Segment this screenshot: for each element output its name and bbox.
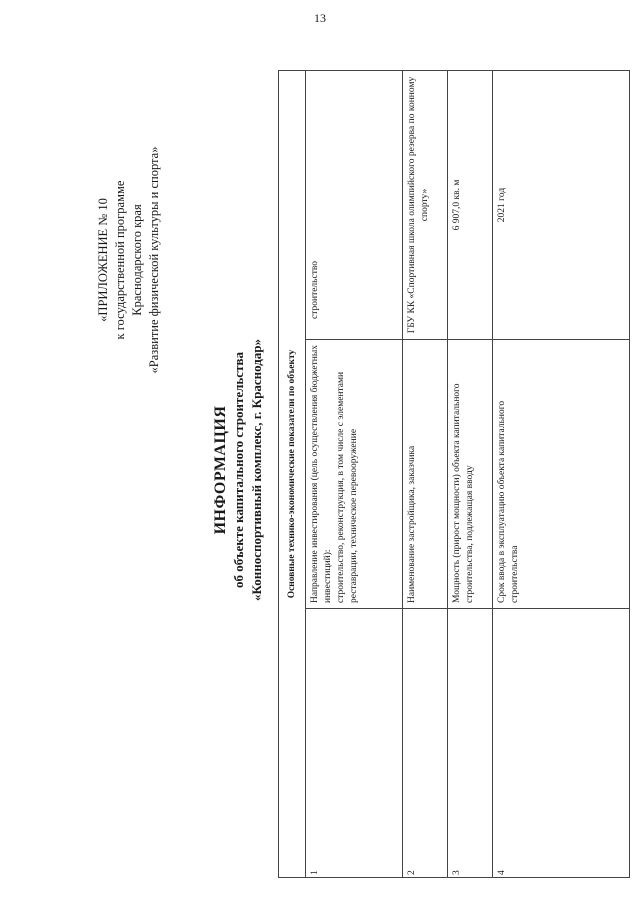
- appendix-line-2: к государственной программе: [113, 180, 127, 340]
- appendix-line-1: «ПРИЛОЖЕНИЕ № 10: [96, 198, 110, 322]
- row-value: 2021 год: [493, 71, 630, 340]
- indicators-table: [278, 70, 598, 878]
- table-row: [448, 71, 493, 878]
- appendix-line-3: Краснодарского края: [130, 204, 144, 316]
- table-row: [403, 71, 448, 878]
- row-value: 6 907,0 кв. м: [448, 71, 493, 340]
- title-line-1: ИНФОРМАЦИЯ: [212, 405, 229, 535]
- row-value: ГБУ КК «Спортивная школа олимпийского резерва по конному спорту»: [403, 71, 448, 340]
- appendix-block: [95, 110, 163, 410]
- appendix-line-4: «Развитие физической культуры и спорта»: [147, 146, 161, 374]
- row-number: 4: [493, 609, 630, 878]
- document-title: [212, 260, 266, 680]
- row-label-part-a: Направление инвестирования (цель осуществления бюджетных инвестиций):: [310, 345, 333, 603]
- page-number: 13: [314, 11, 326, 25]
- row-label: [306, 340, 403, 609]
- table-header: Основные технико-экономические показатели по объекту: [279, 71, 306, 878]
- row-label-part-b: строительство, реконструкция, в том числе с элементами реставрации, техническое перевооружение: [336, 371, 359, 603]
- row-value: строительство: [306, 71, 403, 340]
- row-label: Наименование застройщика, заказчика: [403, 340, 448, 609]
- row-label: Мощность (прирост мощности) объекта капитального строительства, подлежащая вводу: [448, 340, 493, 609]
- title-line-2: об объекте капитального строительства: [231, 352, 246, 588]
- title-line-3: «Конноспортивный комплекс, г. Краснодар»: [249, 338, 264, 602]
- row-number: 1: [306, 609, 403, 878]
- row-number: 2: [403, 609, 448, 878]
- row-number: 3: [448, 609, 493, 878]
- table-row: [306, 71, 403, 878]
- table-row: [493, 71, 630, 878]
- row-label: Срок ввода в эксплуатацию объекта капитального строительства: [493, 340, 630, 609]
